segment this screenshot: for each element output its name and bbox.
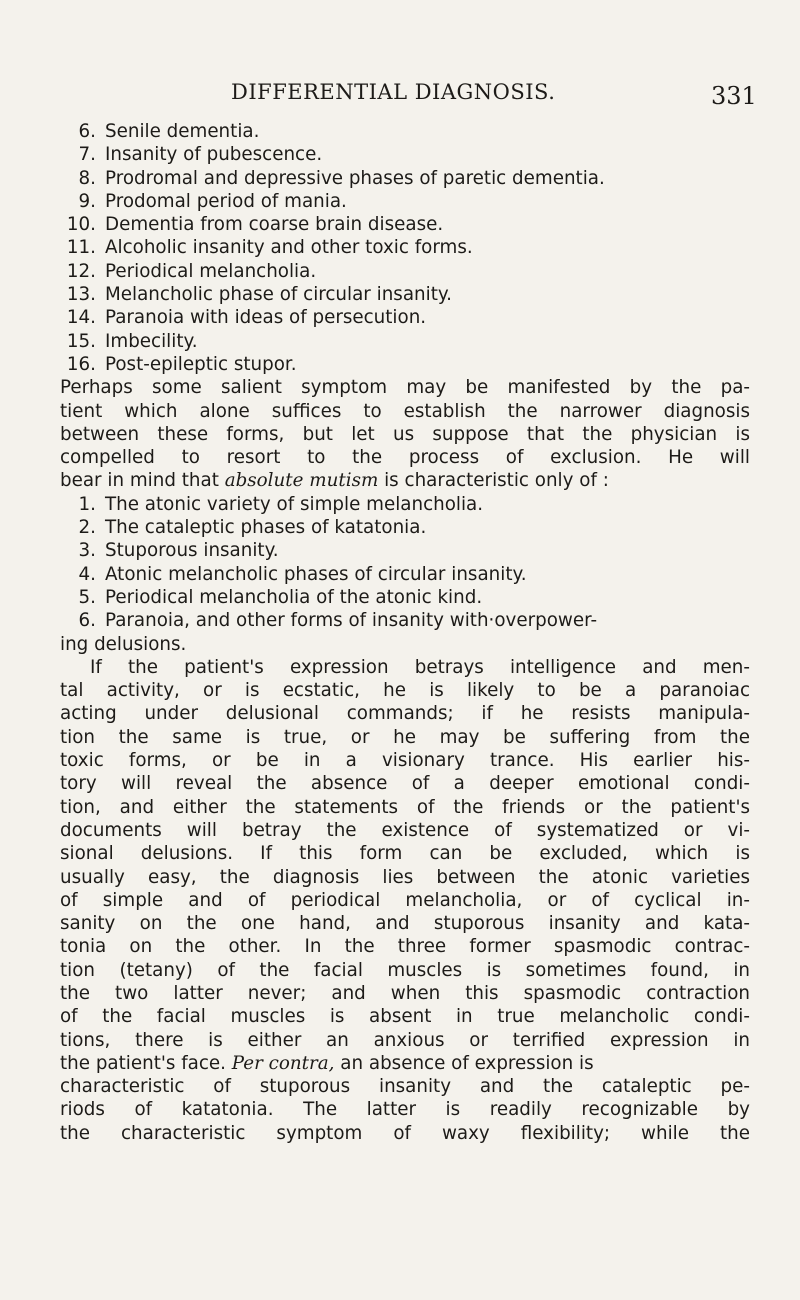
- list-item-number: 2.: [78, 517, 96, 539]
- list-item-text: Periodical melancholia.: [105, 260, 317, 282]
- list-item-text: Atonic melancholic phases of circular insanity.: [105, 563, 527, 585]
- list-item-text: Alcoholic insanity and other toxic forms.: [105, 237, 473, 259]
- paragraph-line: between these forms, but let us suppose that the physician is: [60, 423, 750, 445]
- text-segment: the patient's face.: [60, 1052, 232, 1074]
- paragraph-line: characteristic of stuporous insanity and the cataleptic pe-: [60, 1076, 750, 1098]
- list-item-text: Imbecility.: [105, 330, 198, 352]
- running-title: DIFFERENTIAL DIAGNOSIS.: [231, 80, 556, 104]
- body-text: [60, 120, 750, 1145]
- list-item-number: 15.: [66, 330, 96, 352]
- paragraph-line: compelled to resort to the process of exclusion. He will: [60, 447, 750, 469]
- paragraph-line: tonia on the other. In the three former spasmodic contrac-: [60, 936, 750, 958]
- list-item-text: Post-epileptic stupor.: [105, 353, 297, 375]
- list-item: [60, 143, 750, 166]
- paragraph-line: the two latter never; and when this spasmodic contraction: [60, 982, 750, 1004]
- paragraph-line: tory will reveal the absence of a deeper emotional condi-: [60, 773, 750, 795]
- text-segment: is characteristic only of :: [378, 470, 609, 492]
- list-item-text: Periodical melancholia of the atonic kind.: [105, 586, 483, 608]
- list-item-number: 13.: [66, 284, 96, 306]
- paragraph-line: acting under delusional commands; if he resists manipula-: [60, 703, 750, 725]
- italic-phrase: Per contra,: [231, 1052, 335, 1074]
- list-item-number: 5.: [78, 586, 96, 608]
- text-segment: an absence of expression is: [334, 1052, 594, 1074]
- list-item: [60, 330, 750, 353]
- list-item: [60, 609, 750, 632]
- list-item-number: 8.: [78, 167, 96, 189]
- list-item-text: Prodomal period of mania.: [105, 190, 347, 212]
- list-item-number: 12.: [66, 260, 96, 282]
- list-item-text: The atonic variety of simple melancholia.: [105, 493, 484, 515]
- list-item-text: Stuporous insanity.: [105, 540, 279, 562]
- list-item-number: 4.: [78, 563, 96, 585]
- list-item-continuation: ing delusions.: [60, 633, 187, 655]
- paragraph-line: [60, 1052, 750, 1075]
- paragraph-line: tion the same is true, or he may be suffering from the: [60, 726, 750, 748]
- list-item-number: 11.: [66, 237, 96, 259]
- list-item: [60, 190, 750, 213]
- paragraph-line: sanity on the one hand, and stuporous insanity and kata-: [60, 913, 750, 935]
- list-item: [60, 563, 750, 586]
- paragraph-line: tal activity, or is ecstatic, he is likely to be a paranoiac: [60, 680, 750, 702]
- list-item: [60, 493, 750, 516]
- paragraph-line: of the facial muscles is absent in true melancholic condi-: [60, 1006, 750, 1028]
- list-item-number: 10.: [66, 214, 96, 236]
- list-item-number: 7.: [78, 144, 96, 166]
- paragraph-line: sional delusions. If this form can be excluded, which is: [60, 843, 750, 865]
- list-item-text: Paranoia, and other forms of insanity with·overpower-: [105, 610, 598, 632]
- list-item-text: Prodromal and depressive phases of paretic dementia.: [105, 167, 605, 189]
- list-item-text: Melancholic phase of circular insanity.: [105, 284, 452, 306]
- list-item-text: Paranoia with ideas of persecution.: [105, 307, 427, 329]
- paragraph-line: riods of katatonia. The latter is readily recognizable by: [60, 1099, 750, 1121]
- text-segment: bear in mind that: [60, 470, 225, 492]
- paragraph-line: toxic forms, or be in a visionary trance. His earlier his-: [60, 750, 750, 772]
- paragraph-line: the characteristic symptom of waxy flexibility; while the: [60, 1122, 750, 1144]
- list-item: [60, 236, 750, 259]
- list-item: [60, 120, 750, 143]
- paragraph-line: Perhaps some salient symptom may be manifested by the pa-: [60, 377, 750, 399]
- list-item: [60, 516, 750, 539]
- list-item: [60, 213, 750, 236]
- list-item-text: Dementia from coarse brain disease.: [105, 214, 444, 236]
- list-item: [60, 283, 750, 306]
- paragraph-line: If the patient's expression betrays intelligence and men-: [90, 656, 750, 678]
- paragraph-line: usually easy, the diagnosis lies between the atonic varieties: [60, 866, 750, 888]
- italic-phrase: absolute mutism: [224, 470, 379, 492]
- list-item: [60, 586, 750, 609]
- list-item-number: 1.: [78, 493, 96, 515]
- list-item-text: Senile dementia.: [105, 121, 260, 142]
- paragraph-line: tient which alone suffices to establish the narrower diagnosis: [60, 400, 750, 422]
- list-item-number: 3.: [78, 540, 96, 562]
- list-item: [60, 353, 750, 376]
- list-item-number: 6.: [78, 121, 96, 142]
- list-item-number: 9.: [78, 190, 96, 212]
- list-item-text: Insanity of pubescence.: [105, 144, 323, 166]
- list-item: [60, 539, 750, 562]
- paragraph-line: of simple and of periodical melancholia, or of cyclical in-: [60, 889, 750, 911]
- paragraph-line: tion (tetany) of the facial muscles is sometimes found, in: [60, 959, 750, 981]
- page-number: 331: [711, 82, 757, 110]
- list-item: [60, 167, 750, 190]
- list-item-number: 16.: [66, 353, 96, 375]
- list-item-number: 6.: [78, 610, 96, 632]
- list-item-text: The cataleptic phases of katatonia.: [105, 517, 427, 539]
- paragraph-line: tions, there is either an anxious or terrified expression in: [60, 1029, 750, 1051]
- paragraph-line: documents will betray the existence of systematized or vi-: [60, 819, 750, 841]
- paragraph-line: tion, and either the statements of the friends or the patient's: [60, 796, 750, 818]
- list-item: [60, 260, 750, 283]
- list-item: [60, 306, 750, 329]
- list-item-number: 14.: [66, 307, 96, 329]
- paragraph-line: [60, 469, 750, 492]
- running-head: [0, 74, 800, 114]
